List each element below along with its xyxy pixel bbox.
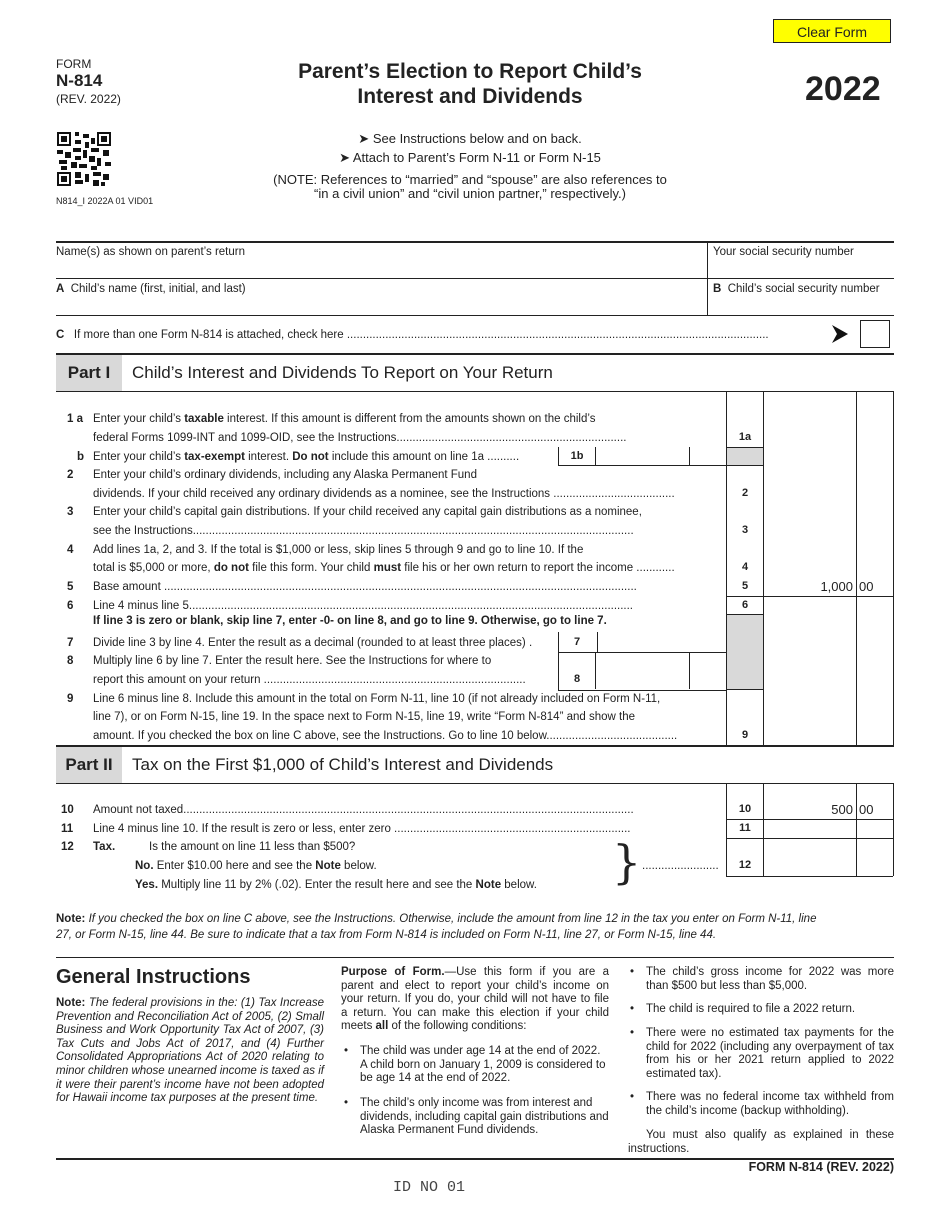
line-1b-text [93, 450, 519, 464]
qr-code-icon [57, 132, 111, 186]
line-9-amount-input[interactable] [765, 726, 855, 744]
purpose-label: Purpose of Form. [341, 966, 445, 978]
form-year: 2022 [805, 70, 881, 108]
line-12-no-a: No. [135, 860, 154, 872]
line-8-amount-input[interactable] [597, 670, 687, 688]
line-8-cents-input[interactable] [691, 670, 725, 688]
child-ssn-label [713, 282, 880, 296]
line-12-no-c: Note [315, 860, 341, 872]
instruction-see-text: See Instructions below and on back. [372, 131, 582, 146]
child-name-input[interactable] [56, 295, 704, 314]
form-word: FORM [56, 57, 92, 71]
line-7-number: 7 [67, 637, 74, 649]
line-12-box-label: 12 [738, 859, 752, 871]
line-3-number: 3 [67, 506, 74, 518]
line-3-text2: see the Instructions.......................................................................................................................................... [93, 525, 634, 537]
line-1b-text-d: Do not [292, 451, 329, 463]
line-1a-text2: federal Forms 1099-INT and 1099-OID, see the Instructions........................................................................ [93, 432, 627, 444]
general-note [56, 997, 324, 1106]
line-3-box-label: 3 [741, 524, 749, 536]
line-2-text1: Enter your child’s ordinary dividends, including any Alaska Permanent Fund [93, 469, 477, 481]
line-6-amount-input[interactable] [765, 597, 855, 614]
line-1b-text-e: include this amount on line 1a .......... [328, 451, 520, 463]
line-6-number: 6 [67, 600, 74, 612]
line-12-yes-d: below. [501, 879, 537, 891]
line-9-text1: Line 6 minus line 8. Include this amount in the total on Form N-11, line 10 (if not already included on Form N-11, [93, 693, 661, 705]
line-1a-cents-input[interactable] [858, 428, 892, 446]
line-6-text: Line 4 minus line 5........................................................................................................................................... [93, 600, 634, 612]
note-line1 [56, 912, 816, 926]
purpose-text-a: —Use this form if you are a parent and elect to report your child’s income on your return. If you do, your child will not have to file a return. You can make this election if your child meets [341, 966, 610, 1033]
line-4-text2-e: file his or her own return to report the income ............ [401, 562, 675, 574]
line-c-text: If more than one Form N-814 is attached, check here [73, 329, 344, 341]
line-11-cents-input[interactable] [858, 820, 892, 837]
form-number: N-814 [56, 71, 103, 90]
line-3-text1: Enter your child’s capital gain distributions. If your child received any capital gain distributions as a nominee, [93, 506, 642, 518]
line-9-box-label: 9 [741, 729, 749, 741]
line-8-text1: Multiply line 6 by line 7. Enter the result here. See the Instructions for where to [93, 655, 492, 667]
line-11-text: Line 4 minus line 10. If the result is zero or less, enter zero .......................................................................... [93, 823, 631, 835]
line-6-cents-input[interactable] [858, 597, 892, 614]
line-1b-text-b: tax-exempt [184, 451, 245, 463]
line-11-box-label: 11 [739, 822, 751, 834]
form-revision: (REV. 2022) [56, 92, 121, 106]
line-6-instruction: If line 3 is zero or blank, skip line 7, enter -0- on line 8, and go to line 9. Otherwise, go to line 7. [93, 615, 607, 627]
line-12-yes-b: Multiply line 11 by 2% (.02). Enter the result here and see the [158, 879, 476, 891]
line-4-number: 4 [67, 544, 74, 556]
line-12-amount-input[interactable] [765, 839, 855, 875]
condition-bullet-6: • There was no federal income tax withheld from the child’s income (backup withholding). [646, 1091, 894, 1118]
line-6-box-label: 6 [741, 599, 749, 611]
form-title-line2: Interest and Dividends [357, 85, 583, 108]
line-1a-number: 1 a [67, 413, 83, 425]
line-12-number: 12 [61, 841, 74, 853]
line-1b-text-c: interest. [244, 451, 293, 463]
line-9-number: 9 [67, 693, 74, 705]
footer-id-no: ID NO 01 [393, 1179, 466, 1196]
line-4-text2 [93, 561, 725, 575]
child-ssn-letter: B [713, 283, 722, 295]
part1-header [56, 353, 894, 392]
purpose-text-b: all [375, 1020, 389, 1033]
child-name-label [56, 282, 246, 296]
child-ssn-input[interactable] [710, 295, 892, 314]
line-1a-text [93, 412, 595, 426]
line-8-number: 8 [67, 655, 74, 667]
arrow-right-icon [830, 323, 850, 345]
condition-bullet-5: • There were no estimated tax payments for the child for 2022 (including any overpayment of tax from his or her 2021 return applied to 2022 estimated tax). [646, 1027, 894, 1081]
line-4-text2-a: total is $5,000 or more, [93, 562, 214, 574]
closing-text: You must also qualify as explained in these instructions. [628, 1129, 894, 1155]
line-2-number: 2 [67, 469, 74, 481]
line-11-amount-input[interactable] [765, 820, 855, 837]
line-1a-amount-input[interactable] [765, 428, 855, 446]
note-line1: (NOTE: References to “married” and “spouse” are also references to [273, 172, 667, 187]
general-note-text: The federal provisions in the: (1) Tax Increase Prevention and Reconciliation Act of 2005, (2) Small Business and Work Opportunity Tax Act of 2007, (3) Tax Cuts and Jobs Act of 2017, and (4) Further Consolidated Appropriations Act of 2020 relating to minor children whose unearned income is taxed as if it were their parent’s income have not been adopted for Hawaii income tax purposes at the present time. [56, 997, 324, 1105]
line-7-box-label: 7 [573, 636, 581, 648]
line-10-text: Amount not taxed............................................................................................................................................. [93, 804, 634, 816]
part2-header [56, 746, 894, 784]
child-name-text: Child’s name (first, initial, and last) [70, 283, 246, 295]
note-label: Note: [56, 913, 86, 925]
line-12-dots: ........................ [642, 860, 719, 872]
condition-bullet-4: • The child is required to file a 2022 return. [646, 1003, 894, 1017]
line-1b-cents-input[interactable] [691, 448, 725, 464]
line-12-cents-input[interactable] [858, 839, 892, 875]
line-12-tax-label: Tax. [93, 841, 116, 853]
line-4-amount-input[interactable] [765, 559, 855, 577]
part1-title: Child’s Interest and Dividends To Report on Your Return [132, 363, 553, 382]
line-7-text: Divide line 3 by line 4. Enter the result as a decimal (rounded to at least three places) . [93, 637, 533, 649]
line-2-amount-input[interactable] [765, 484, 855, 502]
parent-ssn-input[interactable] [710, 258, 892, 277]
line-c-letter: C [56, 329, 65, 341]
line-5-number: 5 [67, 581, 74, 593]
child-ssn-text: Child’s social security number [727, 283, 880, 295]
line-12-yes-c: Note [475, 879, 502, 891]
line-9-cents-input[interactable] [858, 726, 892, 744]
line-10-box-label: 10 [738, 803, 752, 815]
parent-name-label: Name(s) as shown on parent’s return [56, 246, 245, 258]
line-1a-box-label: 1a [738, 431, 752, 443]
line-1a-text-b: taxable [184, 413, 224, 425]
line-3-cents-input[interactable] [858, 521, 892, 539]
barcode-id: N814_I 2022A 01 VID01 [56, 196, 154, 206]
line-12-no-d: below. [340, 860, 377, 872]
instruction-attach [300, 151, 640, 165]
note-line2: “in a civil union” and “civil union partner,” respectively.) [314, 186, 626, 201]
clear-form-button[interactable]: Clear Form [773, 19, 891, 43]
arrow-right-icon: ➤ [339, 150, 350, 165]
line-c-label [56, 328, 836, 342]
parent-ssn-label: Your social security number [713, 246, 854, 258]
line-8-box-label: 8 [573, 673, 581, 685]
purpose-of-form [341, 966, 609, 1034]
part2-label: Part II [56, 747, 122, 783]
line-1a-text-c: interest. If this amount is different from the amounts shown on the child’s [223, 413, 596, 425]
line-4-text2-b: do not [213, 562, 249, 574]
line-7-decimal-input[interactable] [597, 634, 725, 651]
condition-bullet-3: • The child’s gross income for 2022 was more than $500 but less than $5,000. [646, 966, 894, 993]
line-8-text2: report this amount on your return .................................................................................. [93, 674, 526, 686]
line-5-amount: 1,000 [820, 579, 853, 594]
instruction-see [320, 132, 620, 146]
footer-form-id: FORM N-814 (REV. 2022) [748, 1160, 894, 1174]
line-4-text2-c: file this form. Your child [248, 562, 374, 574]
line-12-question: Is the amount on line 11 less than $500? [149, 841, 356, 853]
line-c-checkbox[interactable] [860, 320, 890, 348]
line-12-yes-a: Yes. [135, 879, 159, 891]
line-10-number: 10 [61, 804, 74, 816]
parent-name-input[interactable] [56, 258, 704, 277]
line-1a-text-a: Enter your child’s [93, 413, 185, 425]
condition-bullet-2: • The child’s only income was from interest and dividends, including capital gain distributions and Alaska Permanent Fund dividends. [360, 1097, 609, 1138]
note-line2: 27, or Form N-15, line 44. Be sure to indicate that a tax from Form N-814 is included on Form N-11, line 27, or Form N-15, line 44. [56, 929, 717, 941]
child-name-letter: A [56, 283, 65, 295]
line-11-number: 11 [61, 823, 74, 835]
line-12-yes [135, 878, 537, 892]
line-5-box-label: 5 [741, 580, 749, 592]
line-12-no-b: Enter $10.00 here and see the [153, 860, 316, 872]
line-2-text2: dividends. If your child received any ordinary dividends as a nominee, see the Instructions ...................................... [93, 488, 675, 500]
line-1b-number: b [77, 451, 85, 463]
note-text1: If you checked the box on line C above, see the Instructions. Otherwise, include the amount from line 12 in the tax you enter on Form N-11, line [85, 913, 817, 925]
line-2-cents-input[interactable] [858, 484, 892, 502]
form-title-line1: Parent’s Election to Report Child’s [298, 60, 642, 83]
line-3-amount-input[interactable] [765, 521, 855, 539]
line-12-no [135, 859, 377, 873]
instruction-attach-text: Attach to Parent’s Form N-11 or Form N-15 [352, 150, 601, 165]
line-1b-amount-input[interactable] [597, 448, 687, 464]
line-9-text2: line 7), or on Form N-15, line 19. In the space next to Form N-15, line 19, write “Form N-814” and show the [93, 711, 636, 723]
line-4-text1: Add lines 1a, 2, and 3. If the total is $1,000 or less, skip lines 5 through 9 and go to line 10. If the [93, 544, 584, 556]
line-10-cents: 00 [859, 802, 874, 817]
line-9-text3: amount. If you checked the box on line C above, see the Instructions. Go to line 10 below......................................... [93, 730, 678, 742]
line-1b-text-a: Enter your child’s [93, 451, 185, 463]
line-5-cents: 00 [859, 579, 874, 594]
line-c-dots: .................................................................................................................................... [346, 329, 769, 341]
arrow-right-icon: ➤ [358, 131, 370, 146]
line-4-text2-d: must [373, 562, 402, 574]
line-2-box-label: 2 [741, 487, 749, 499]
line-5-text: Base amount .................................................................................................................................................... [93, 581, 637, 593]
line-4-cents-input[interactable] [858, 559, 892, 577]
part2-title: Tax on the First $1,000 of Child’s Interest and Dividends [132, 755, 554, 774]
general-heading: General Instructions [56, 966, 251, 988]
line-1b-box-label: 1b [570, 450, 584, 462]
part1-label: Part I [56, 355, 122, 391]
line-4-box-label: 4 [741, 561, 749, 573]
line-10-amount: 500 [831, 802, 853, 817]
purpose-text-c: of the following conditions: [388, 1020, 527, 1033]
general-note-label: Note: [56, 997, 86, 1009]
condition-bullet-1: • The child was under age 14 at the end of 2022. A child born on January 1, 2009 is considered to be age 14 at the end of 2022. [360, 1045, 609, 1086]
brace-icon: } [612, 835, 642, 889]
